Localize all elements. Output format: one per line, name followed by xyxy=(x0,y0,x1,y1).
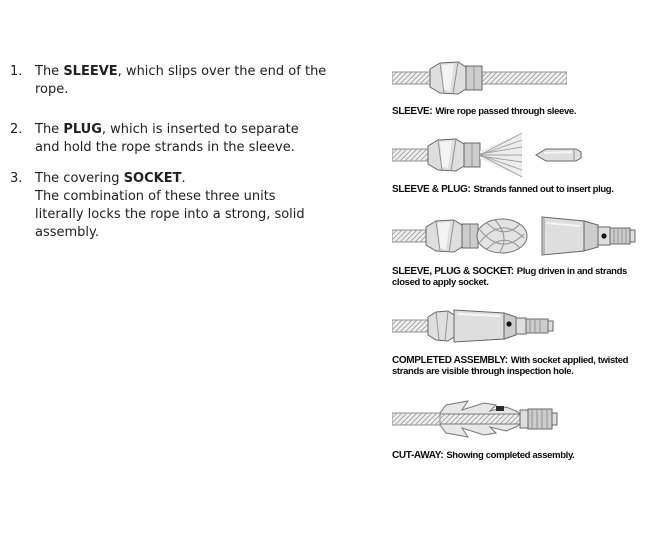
item-text xyxy=(35,121,327,157)
completed-assembly-illustration xyxy=(392,299,567,353)
socket xyxy=(454,310,553,342)
sleeve-fitting xyxy=(428,139,480,171)
inspection-hole xyxy=(506,321,511,326)
wire-rope xyxy=(392,413,440,425)
caption-label: SLEEVE & PLUG: xyxy=(392,184,471,195)
term-plug: PLUG xyxy=(63,122,102,137)
cut-away-illustration xyxy=(392,390,560,448)
item-text xyxy=(35,170,327,242)
sleeve-plug-socket-illustration xyxy=(392,208,637,264)
item-text-pre: The covering xyxy=(35,171,124,186)
caption-label: SLEEVE, PLUG & SOCKET: xyxy=(392,266,514,277)
closed-strand-bundle xyxy=(477,219,527,253)
list-item-sleeve xyxy=(10,63,330,99)
item-number: 3. xyxy=(10,171,23,186)
caption-text: Strands fanned out to insert plug. xyxy=(473,184,614,195)
wire-rope xyxy=(392,230,426,242)
item-text-post: , which slips over the end of the rope. xyxy=(35,64,327,97)
sleeve-fitting xyxy=(428,311,454,341)
socket-tip xyxy=(520,409,557,429)
figure-completed-assembly xyxy=(392,299,650,377)
figure-caption xyxy=(392,184,648,195)
figure-sleeve xyxy=(392,52,650,117)
sleeve-illustration xyxy=(392,52,567,104)
item-number: 2. xyxy=(10,122,23,137)
caption-label: COMPLETED ASSEMBLY: xyxy=(392,355,508,366)
item-number: 1. xyxy=(10,64,23,79)
sleeve-fitting xyxy=(430,62,482,94)
figure-sleeve-plug xyxy=(392,128,650,195)
sleeve-plug-illustration xyxy=(392,128,587,182)
list-item-socket xyxy=(10,170,330,242)
caption-label: CUT-AWAY: xyxy=(392,450,444,461)
caption-text: Showing completed assembly. xyxy=(446,450,575,461)
fanned-strands xyxy=(480,133,522,177)
inner-rope-core xyxy=(440,414,520,424)
item-text-post: . xyxy=(181,171,186,186)
item-text-pre: The xyxy=(35,122,64,137)
item-text-post: , which is inserted to separate and hold the rope strands in the sleeve. xyxy=(35,122,299,155)
wire-rope xyxy=(392,149,428,161)
item-text xyxy=(35,63,327,99)
sleeve-fitting xyxy=(426,220,478,252)
plug xyxy=(536,149,581,161)
figure-caption xyxy=(392,450,648,461)
instruction-list xyxy=(10,63,330,264)
inspection-hole xyxy=(601,233,606,238)
caption-text: With socket applied, twisted strands are visible through inspection hole. xyxy=(392,355,629,377)
figure-caption xyxy=(392,355,648,377)
list-item-plug xyxy=(10,121,330,157)
socket xyxy=(542,217,635,255)
item-note: The combination of these three units literally locks the rope into a strong, solid assembly. xyxy=(35,189,305,240)
term-socket: SOCKET xyxy=(123,171,182,186)
figure-cut-away xyxy=(392,390,650,461)
figure-caption xyxy=(392,106,648,117)
figure-caption xyxy=(392,266,648,288)
item-text-pre: The xyxy=(35,64,64,79)
caption-text: Wire rope passed through sleeve. xyxy=(435,106,577,117)
wire-rope xyxy=(392,320,428,332)
caption-label: SLEEVE: xyxy=(392,106,433,117)
plug-cutaway-detail xyxy=(496,406,504,411)
figure-sleeve-plug-socket xyxy=(392,208,650,288)
caption-text: Plug driven in and strands closed to apply socket. xyxy=(392,266,627,288)
term-sleeve: SLEEVE xyxy=(63,64,118,79)
